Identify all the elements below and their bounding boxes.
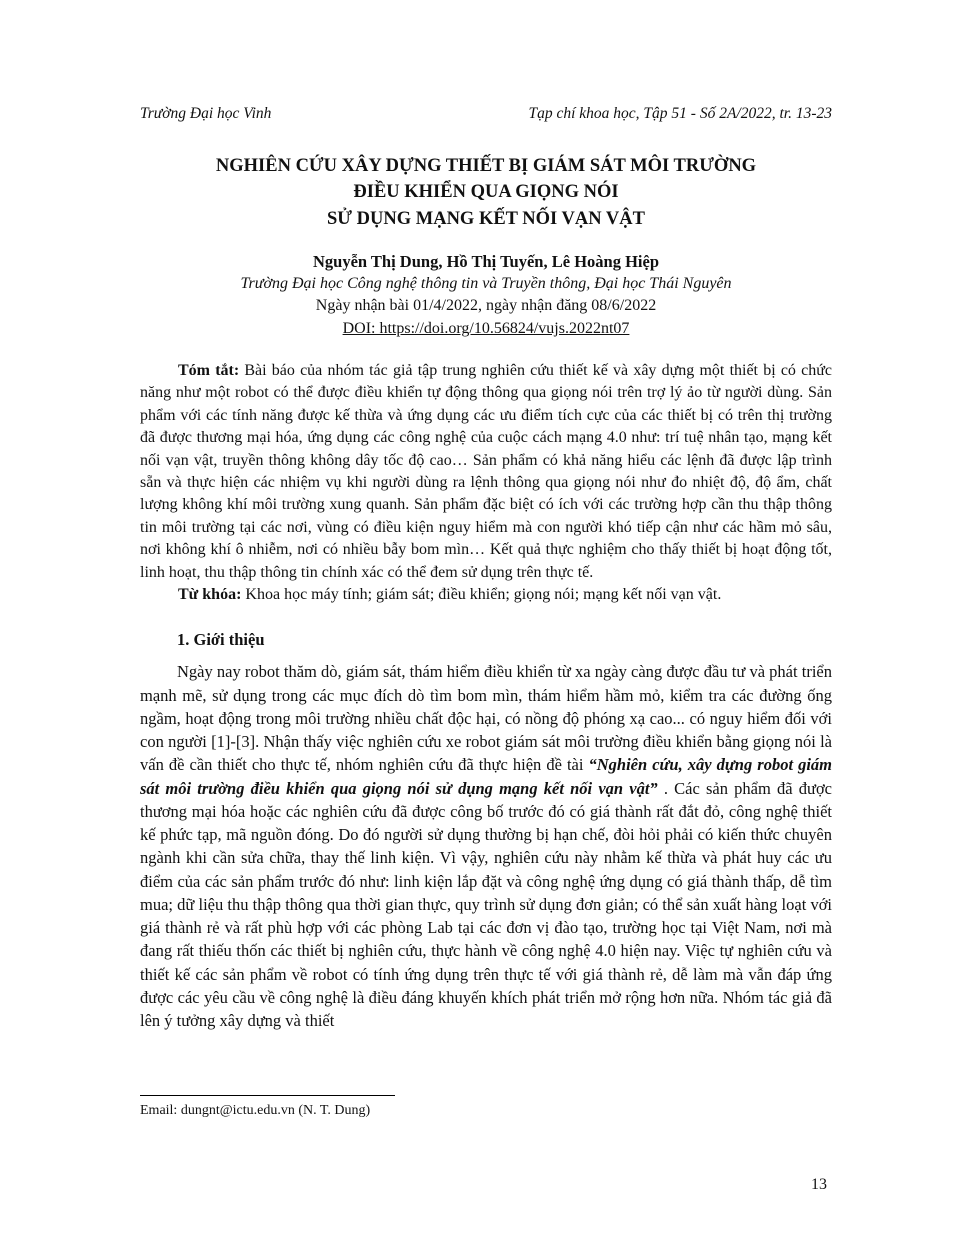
running-header <box>140 105 832 123</box>
keywords-text: Khoa học máy tính; giám sát; điều khiển; giọng nói; mạng kết nối vạn vật. <box>245 585 722 603</box>
running-header-institution: Trường Đại học Vinh <box>140 105 272 122</box>
section-1-paragraph-after-quote: . Các sản phẩm đã được thương mại hóa hoặc các nghiên cứu đã được công bố trước đó có giá thành rất đắt đỏ, công nghệ thiết kế phức tạp, mã nguồn đóng. Do đó người sử dụng thường bị hạn chế, đòi hỏi phải có kiến thức chuyên ngành khi cần sửa chữa, thay thế linh kiện. Vì vậy, nghiên cứu này nhằm kế thừa và phát huy các ưu điểm của các sản phẩm trước đó như: linh kiện lắp đặt và công nghệ ứng dụng có giá thành thấp, dễ tìm mua; dữ liệu thu thập thông qua thời gian thực, quy trình sử dụng đơn giản; có thể sản xuất hàng loạt với giá thành rẻ và rất phù hợp với các phòng Lab tại các đơn vị đào tạo, trường học tại Việt Nam, nơi mà đang rất thiếu thốn các thiết bị nghiên cứu, thực hành về công nghệ 4.0 hiện nay. Việc tự nghiên cứu và thiết kế các sản phẩm về robot có tính ứng dụng trên thực tế với giá thành rẻ, dễ làm mà vẫn đáp ứng được các yêu cầu về công nghệ là điều đáng khuyến khích phát triển mở rộng hơn nữa. Nhóm tác giả đã lên ý tưởng xây dựng và thiết <box>140 778 833 1031</box>
footnote-rule <box>140 1095 395 1096</box>
affiliation-line: Trường Đại học Công nghệ thông tin và Truyền thông, Đại học Thái Nguyên <box>240 274 732 292</box>
footnote <box>140 1095 832 1119</box>
running-header-journal: Tạp chí khoa học, Tập 51 - Số 2A/2022, tr. 13-23 <box>528 105 832 122</box>
section-1-paragraph <box>140 660 832 1032</box>
authors-line: Nguyễn Thị Dung, Hồ Thị Tuyến, Lê Hoàng Hiệp <box>312 251 659 271</box>
abstract-paragraph <box>140 360 832 584</box>
section-1-paragraph-quoted-title: “Nghiên cứu, xây dựng robot giám sát môi trường điều khiển qua giọng nói sử dụng mạng kết nối vạn vật” <box>140 755 833 798</box>
abstract-label: Tóm tắt: <box>178 362 245 380</box>
keywords-label: Từ khóa: <box>178 585 246 603</box>
footnote-email: Email: dungnt@ictu.edu.vn (N. T. Dung) <box>140 1103 371 1118</box>
paper-title-line-1: NGHIÊN CỨU XÂY DỰNG THIẾT BỊ GIÁM SÁT MÔI TRƯỜNG <box>215 156 757 176</box>
keywords-paragraph <box>140 584 832 606</box>
paper-title-line-3: SỬ DỤNG MẠNG KẾT NỐI VẠN VẬT <box>327 208 645 229</box>
section-1-paragraph-before-quote: Ngày nay robot thăm dò, giám sát, thám hiểm điều khiển từ xa ngày càng được đầu tư và phát triển mạnh mẽ, sử dụng trong các mục đích dò tìm bom mìn, thám hiểm hầm mỏ, kiểm tra các đường ống ngầm, hoạt động trong môi trường nhiều chất độc hại, có nồng độ phóng xạ cao... có nguy hiểm đối với con người [1]-[3]. Nhận thấy việc nghiên cứu xe robot giám sát môi trường điều khiển bằng giọng nói là vấn đề cần thiết cho thực tế, nhóm nghiên cứu đã thực hiện đề tài <box>140 662 832 775</box>
paper-title <box>140 153 832 232</box>
abstract-text: Bài báo của nhóm tác giả tập trung nghiên cứu thiết kế và xây dựng một thiết bị có chức năng như một robot có thể được điều khiển tự động thông qua giọng nói trên trợ lý ảo từ người dùng. Sản phẩm với các tính năng được kế thừa và ứng dụng các ưu điểm tích cực của các thiết bị có trên thị trường đã được thương mại hóa, ứng dụng các công nghệ của cuộc cách mạng 4.0 như: trí tuệ nhân tạo, mạng kết nối vạn vật, truyền thông không dây tốc độ cao… Sản phẩm có khả năng hiểu các lệnh đã được lập trình sẵn và thực hiện các nhiệm vụ khi người dùng ra lệnh thông qua giọng nói như đo nhiệt độ, độ ẩm, chất lượng không khí môi trường xung quanh. Sản phẩm đặc biệt có ích với các trường hợp cần thu thập thông tin môi trường tại các nơi, vùng có điều kiện nguy hiểm mà con người khó tiếp cận như các hầm mỏ sâu, nơi không khí ô nhiễm, nơi có nhiều bẫy bom mìn… Kết quả thực nghiệm cho thấy thiết bị hoạt động tốt, linh hoạt, thu thập thông tin chính xác có thể đem sử dụng trên thực tế. <box>140 362 833 581</box>
received-dates-line: Ngày nhận bài 01/4/2022, ngày nhận đăng 08/6/2022 <box>315 297 657 315</box>
paper-title-line-2: ĐIỀU KHIỂN QUA GIỌNG NÓI <box>353 182 619 203</box>
page-content <box>140 105 832 1032</box>
doi-line <box>140 318 832 340</box>
page-number: 13 <box>811 1176 827 1193</box>
doi-link[interactable]: DOI: https://doi.org/10.56824/vujs.2022nt07 <box>342 319 630 337</box>
section-1-heading: 1. Giới thiệu <box>177 630 265 650</box>
